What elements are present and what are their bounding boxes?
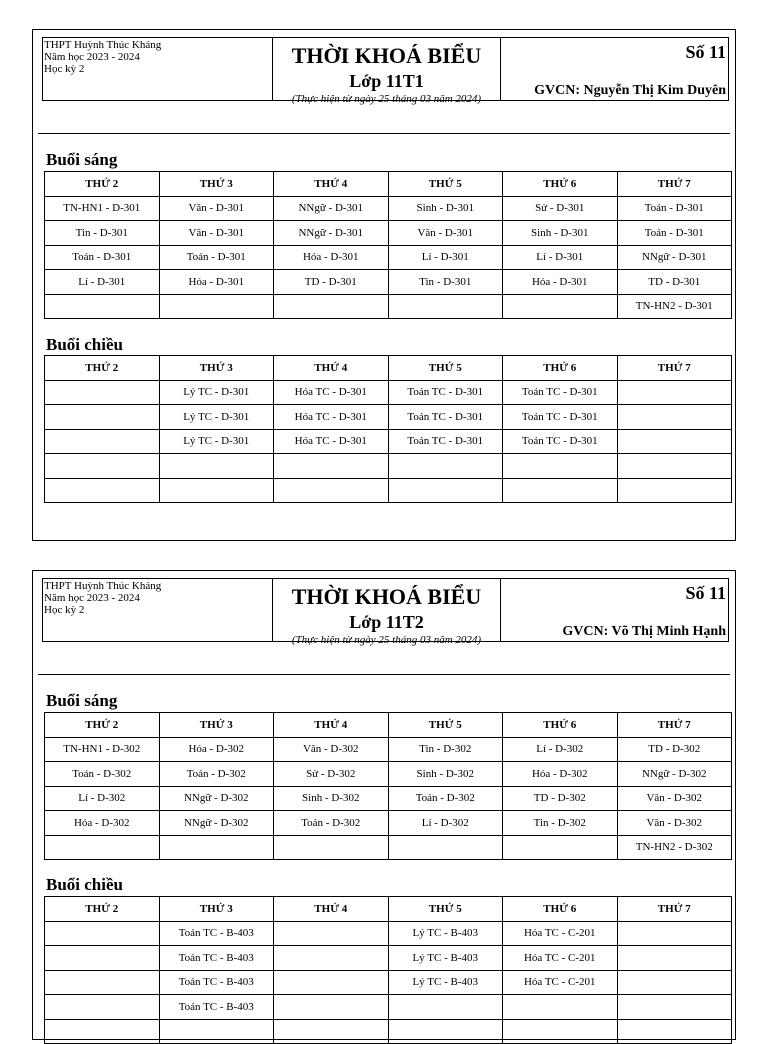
- period-row: [45, 737, 732, 762]
- title-block: [273, 579, 500, 646]
- day-header-row: [45, 713, 732, 738]
- timetable-sheet-11t1: [32, 29, 736, 541]
- lesson-cell: Toán TC - D-301: [388, 380, 503, 405]
- afternoon-timetable: [44, 355, 732, 503]
- day-header: THỨ 6: [503, 897, 618, 922]
- period-row: [45, 294, 732, 319]
- lesson-cell: Tin - D-302: [503, 811, 618, 836]
- school-year: Năm học 2023 - 2024: [44, 51, 140, 63]
- divider: [38, 674, 730, 675]
- lesson-cell: [388, 294, 503, 319]
- lesson-cell: [45, 946, 160, 971]
- lesson-cell: Lý TC - D-301: [159, 429, 274, 454]
- lesson-cell: Hóa TC - C-201: [503, 970, 618, 995]
- lesson-cell: TN-HN2 - D-302: [617, 835, 732, 860]
- lesson-cell: TN-HN2 - D-301: [617, 294, 732, 319]
- lesson-cell: Toán TC - B-403: [159, 995, 274, 1020]
- day-header: THỨ 3: [159, 713, 274, 738]
- period-row: [45, 921, 732, 946]
- lesson-cell: Lí - D-302: [388, 811, 503, 836]
- day-header: THỨ 4: [274, 897, 389, 922]
- lesson-cell: [45, 995, 160, 1020]
- school-name: THPT Huỳnh Thúc Kháng: [44, 39, 162, 51]
- lesson-cell: Sinh - D-302: [388, 762, 503, 787]
- day-header: THỨ 4: [274, 356, 389, 381]
- morning-timetable: [44, 712, 732, 860]
- school-info: [43, 38, 273, 100]
- lesson-cell: [388, 995, 503, 1020]
- lesson-cell: Tin - D-301: [45, 221, 160, 246]
- lesson-cell: Hóa - D-302: [159, 737, 274, 762]
- day-header: THỨ 6: [503, 356, 618, 381]
- lesson-cell: [503, 454, 618, 479]
- lesson-cell: Văn - D-301: [388, 221, 503, 246]
- lesson-cell: NNgữ - D-302: [159, 786, 274, 811]
- lesson-cell: Hóa - D-301: [159, 270, 274, 295]
- day-header: THỨ 4: [274, 172, 389, 197]
- lesson-cell: [45, 294, 160, 319]
- period-row: [45, 270, 732, 295]
- lesson-cell: [45, 970, 160, 995]
- lesson-cell: [388, 835, 503, 860]
- lesson-cell: Sử - D-302: [274, 762, 389, 787]
- lesson-cell: [274, 835, 389, 860]
- lesson-cell: Toán - D-301: [617, 196, 732, 221]
- lesson-cell: Văn - D-302: [617, 786, 732, 811]
- lesson-cell: [617, 995, 732, 1020]
- lesson-cell: [45, 921, 160, 946]
- day-header: THỨ 5: [388, 713, 503, 738]
- day-header: THỨ 7: [617, 713, 732, 738]
- lesson-cell: [617, 429, 732, 454]
- lesson-cell: Sinh - D-301: [503, 221, 618, 246]
- lesson-cell: Lí - D-301: [45, 270, 160, 295]
- sheet-title: THỜI KHOÁ BIỂU: [291, 584, 482, 609]
- lesson-cell: Lí - D-301: [503, 245, 618, 270]
- lesson-cell: Tin - D-302: [388, 737, 503, 762]
- lesson-cell: [45, 478, 160, 503]
- lesson-cell: [617, 454, 732, 479]
- morning-timetable: [44, 171, 732, 319]
- lesson-cell: [159, 454, 274, 479]
- lesson-cell: [388, 454, 503, 479]
- lesson-cell: TD - D-301: [274, 270, 389, 295]
- day-header: THỨ 5: [388, 172, 503, 197]
- class-name: Lớp 11T1: [349, 71, 424, 91]
- period-row: [45, 380, 732, 405]
- day-header: THỨ 2: [45, 897, 160, 922]
- period-row: [45, 970, 732, 995]
- lesson-cell: Hóa - D-302: [45, 811, 160, 836]
- lesson-cell: Hóa TC - D-301: [274, 380, 389, 405]
- lesson-cell: [45, 405, 160, 430]
- lesson-cell: Toán TC - D-301: [388, 405, 503, 430]
- lesson-cell: TN-HN1 - D-301: [45, 196, 160, 221]
- lesson-cell: Hóa - D-301: [274, 245, 389, 270]
- period-row: [45, 405, 732, 430]
- sheet-number: Số 11: [685, 583, 726, 603]
- lesson-cell: [274, 454, 389, 479]
- morning-section-title: Buổi sáng: [46, 150, 118, 169]
- lesson-cell: Lý TC - D-301: [159, 405, 274, 430]
- lesson-cell: [617, 946, 732, 971]
- lesson-cell: Hóa - D-301: [503, 270, 618, 295]
- lesson-cell: Toán - D-302: [388, 786, 503, 811]
- lesson-cell: Toán - D-302: [274, 811, 389, 836]
- lesson-cell: [388, 478, 503, 503]
- day-header: THỨ 7: [617, 172, 732, 197]
- lesson-cell: [274, 478, 389, 503]
- afternoon-timetable: [44, 896, 732, 1044]
- lesson-cell: [274, 294, 389, 319]
- lesson-cell: Hóa TC - D-301: [274, 405, 389, 430]
- day-header-row: [45, 897, 732, 922]
- semester: Học kỳ 2: [44, 63, 85, 75]
- lesson-cell: Toán - D-301: [45, 245, 160, 270]
- lesson-cell: Văn - D-301: [159, 221, 274, 246]
- lesson-cell: NNgữ - D-302: [617, 762, 732, 787]
- period-row: [45, 811, 732, 836]
- lesson-cell: Hóa TC - D-301: [274, 429, 389, 454]
- lesson-cell: Văn - D-302: [274, 737, 389, 762]
- school-name: THPT Huỳnh Thúc Kháng: [44, 580, 162, 592]
- lesson-cell: Toán TC - B-403: [159, 946, 274, 971]
- lesson-cell: [159, 835, 274, 860]
- period-row: [45, 196, 732, 221]
- lesson-cell: [45, 380, 160, 405]
- lesson-cell: Toán - D-301: [617, 221, 732, 246]
- lesson-cell: Hóa - D-302: [503, 762, 618, 787]
- lesson-cell: [274, 1019, 389, 1044]
- lesson-cell: Toán TC - D-301: [503, 405, 618, 430]
- lesson-cell: Toán TC - D-301: [503, 429, 618, 454]
- homeroom-teacher: GVCN: Nguyễn Thị Kim Duyên: [534, 83, 726, 98]
- lesson-cell: [45, 429, 160, 454]
- lesson-cell: TN-HN1 - D-302: [45, 737, 160, 762]
- day-header: THỨ 3: [159, 172, 274, 197]
- day-header: THỨ 3: [159, 897, 274, 922]
- period-row: [45, 835, 732, 860]
- lesson-cell: [159, 478, 274, 503]
- lesson-cell: Văn - D-301: [159, 196, 274, 221]
- lesson-cell: [617, 970, 732, 995]
- lesson-cell: TD - D-302: [617, 737, 732, 762]
- period-row: [45, 429, 732, 454]
- period-row: [45, 1019, 732, 1044]
- day-header: THỨ 2: [45, 356, 160, 381]
- lesson-cell: Lí - D-301: [388, 245, 503, 270]
- semester: Học kỳ 2: [44, 604, 85, 616]
- lesson-cell: Toán TC - B-403: [159, 970, 274, 995]
- lesson-cell: Lí - D-302: [503, 737, 618, 762]
- sheet-meta: [500, 579, 728, 641]
- lesson-cell: [503, 995, 618, 1020]
- lesson-cell: [45, 454, 160, 479]
- lesson-cell: Toán TC - D-301: [388, 429, 503, 454]
- lesson-cell: Sinh - D-301: [388, 196, 503, 221]
- lesson-cell: [159, 1019, 274, 1044]
- lesson-cell: Lí - D-302: [45, 786, 160, 811]
- lesson-cell: [159, 294, 274, 319]
- lesson-cell: NNgữ - D-301: [274, 196, 389, 221]
- lesson-cell: NNgữ - D-301: [617, 245, 732, 270]
- lesson-cell: Toán - D-302: [45, 762, 160, 787]
- lesson-cell: Toán TC - D-301: [503, 380, 618, 405]
- homeroom-teacher: GVCN: Võ Thị Minh Hạnh: [562, 624, 726, 639]
- title-block: [273, 38, 500, 105]
- day-header: THỨ 5: [388, 897, 503, 922]
- lesson-cell: Sinh - D-302: [274, 786, 389, 811]
- day-header: THỨ 5: [388, 356, 503, 381]
- day-header-row: [45, 356, 732, 381]
- period-row: [45, 946, 732, 971]
- lesson-cell: [503, 478, 618, 503]
- lesson-cell: [617, 405, 732, 430]
- lesson-cell: TD - D-302: [503, 786, 618, 811]
- effective-date: (Thực hiện từ ngày 25 tháng 03 năm 2024): [291, 93, 482, 105]
- day-header: THỨ 2: [45, 172, 160, 197]
- lesson-cell: Toán - D-301: [159, 245, 274, 270]
- lesson-cell: Lý TC - B-403: [388, 970, 503, 995]
- sheet-title: THỜI KHOÁ BIỂU: [291, 43, 482, 68]
- lesson-cell: Lý TC - B-403: [388, 946, 503, 971]
- period-row: [45, 245, 732, 270]
- lesson-cell: [617, 478, 732, 503]
- lesson-cell: [617, 380, 732, 405]
- morning-section-title: Buổi sáng: [46, 691, 118, 710]
- period-row: [45, 478, 732, 503]
- lesson-cell: [45, 1019, 160, 1044]
- lesson-cell: Tin - D-301: [388, 270, 503, 295]
- lesson-cell: NNgữ - D-301: [274, 221, 389, 246]
- lesson-cell: Lý TC - D-301: [159, 380, 274, 405]
- lesson-cell: Toán - D-302: [159, 762, 274, 787]
- lesson-cell: [617, 921, 732, 946]
- lesson-cell: [274, 995, 389, 1020]
- day-header: THỨ 6: [503, 713, 618, 738]
- day-header: THỨ 7: [617, 897, 732, 922]
- day-header: THỨ 4: [274, 713, 389, 738]
- afternoon-section-title: Buổi chiều: [46, 875, 123, 894]
- effective-date: (Thực hiện từ ngày 25 tháng 03 năm 2024): [291, 634, 482, 646]
- lesson-cell: [274, 946, 389, 971]
- lesson-cell: [274, 921, 389, 946]
- sheet-meta: [500, 38, 728, 100]
- sheet-header: [42, 37, 729, 105]
- period-row: [45, 454, 732, 479]
- day-header: THỨ 6: [503, 172, 618, 197]
- sheet-header: [42, 578, 729, 646]
- period-row: [45, 786, 732, 811]
- lesson-cell: [503, 835, 618, 860]
- lesson-cell: TD - D-301: [617, 270, 732, 295]
- school-info: [43, 579, 273, 641]
- sheet-number: Số 11: [685, 42, 726, 62]
- period-row: [45, 762, 732, 787]
- timetable-sheet-11t2: [32, 570, 736, 1040]
- lesson-cell: [388, 1019, 503, 1044]
- school-year: Năm học 2023 - 2024: [44, 592, 140, 604]
- lesson-cell: Toán TC - B-403: [159, 921, 274, 946]
- class-name: Lớp 11T2: [349, 612, 424, 632]
- day-header-row: [45, 172, 732, 197]
- lesson-cell: [617, 1019, 732, 1044]
- lesson-cell: Sử - D-301: [503, 196, 618, 221]
- lesson-cell: Hóa TC - C-201: [503, 921, 618, 946]
- lesson-cell: Văn - D-302: [617, 811, 732, 836]
- lesson-cell: [274, 970, 389, 995]
- lesson-cell: NNgữ - D-302: [159, 811, 274, 836]
- lesson-cell: [503, 1019, 618, 1044]
- lesson-cell: [45, 835, 160, 860]
- lesson-cell: Lý TC - B-403: [388, 921, 503, 946]
- day-header: THỨ 2: [45, 713, 160, 738]
- day-header: THỨ 3: [159, 356, 274, 381]
- lesson-cell: [503, 294, 618, 319]
- afternoon-section-title: Buổi chiều: [46, 335, 123, 354]
- period-row: [45, 221, 732, 246]
- lesson-cell: Hóa TC - C-201: [503, 946, 618, 971]
- period-row: [45, 995, 732, 1020]
- day-header: THỨ 7: [617, 356, 732, 381]
- divider: [38, 133, 730, 134]
